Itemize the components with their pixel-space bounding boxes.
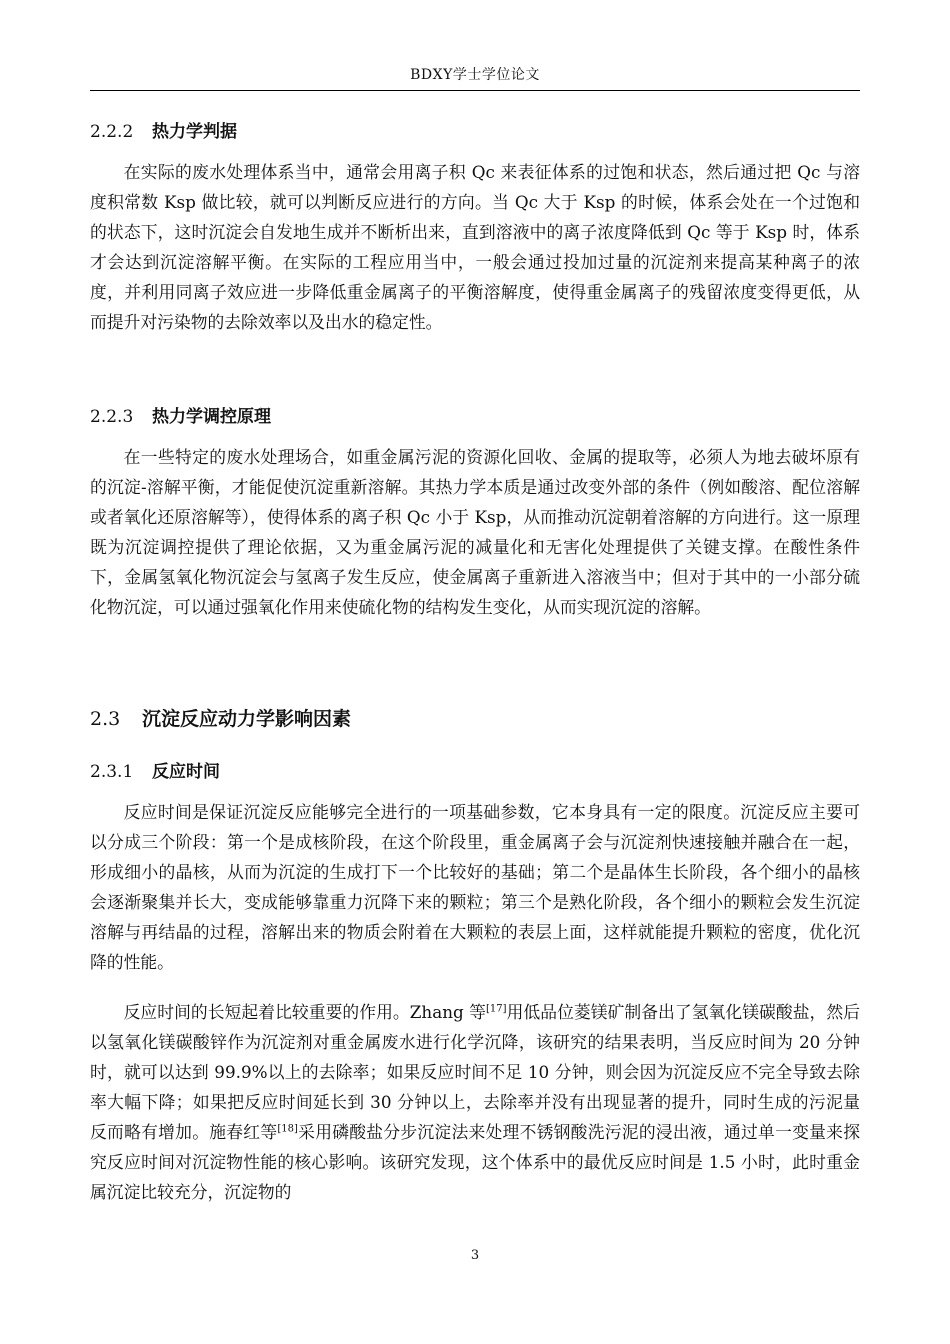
heading-title: 沉淀反应动力学影响因素: [142, 708, 352, 730]
heading-number: 2.2.3: [90, 407, 134, 427]
text-segment: 采用磷酸盐分步沉淀法来处理不锈钢酸洗污泥的浸出液，通过单一变量来探究反应时间对沉淀物性能的核心影响。该研究发现，这个体系中的最优反应时间是 1.5 小时，此时重金属沉淀比较充分，沉淀物的: [90, 1122, 860, 1202]
heading-title: 热力学调控原理: [152, 407, 271, 427]
paragraph-reaction-time-2: [90, 997, 860, 1207]
heading-number: 2.2.2: [90, 122, 134, 142]
citation-17: [17]: [485, 1003, 507, 1015]
document-page: [90, 0, 860, 1344]
paragraph-reaction-time-1: 反应时间是保证沉淀反应能够完全进行的一项基础参数，它本身具有一定的限度。沉淀反应主要可以分成三个阶段：第一个是成核阶段，在这个阶段里，重金属离子会与沉淀剂快速接触并融合在一起，形成细小的晶核，从而为沉淀的生成打下一个比较好的基础；第二个是晶体生长阶段，各个细小的晶核会逐渐聚集并长大，变成能够靠重力沉降下来的颗粒；第三个是熟化阶段，各个细小的颗粒会发生沉淀溶解与再结晶的过程，溶解出来的物质会附着在大颗粒的表层上面，这样就能提升颗粒的密度，优化沉降的性能。: [90, 802, 860, 972]
citation-18: [18]: [277, 1123, 298, 1135]
page-number: 3: [470, 1248, 480, 1263]
heading-2-3: [90, 706, 860, 732]
heading-number: 2.3: [90, 708, 121, 730]
heading-2-2-3: [90, 405, 860, 429]
text-segment: 用低品位菱镁矿制备出了氢氧化镁碳酸盐，然后以氢氧化镁碳酸锌作为沉淀剂对重金属废水进行化学沉降，该研究的结果表明，当反应时间为 20 分钟时，就可以达到 99.9%以上的去除率；如果反应时间不足 10 分钟，则会因为沉淀反应不完全导致去除率大幅下降；如果把反应时间延长到 30 分钟以上，去除率并没有出现显著的提升，同时生成的污泥量反而略有增加。施春红等: [90, 1002, 860, 1142]
heading-2-3-1: [90, 760, 860, 784]
heading-2-2-2: [90, 120, 860, 144]
text-segment: 反应时间的长短起着比较重要的作用。Zhang 等: [123, 1002, 486, 1022]
header-rule: [90, 90, 860, 91]
paragraph-thermo-regulation: 在一些特定的废水处理场合，如重金属污泥的资源化回收、金属的提取等，必须人为地去破坏原有的沉淀-溶解平衡，才能促使沉淀重新溶解。其热力学本质是通过改变外部的条件（例如酸溶、配位溶解或者氧化还原溶解等），使得体系的离子积 Qc 小于 Ksp，从而推动沉淀朝着溶解的方向进行。这一原理既为沉淀调控提供了理论依据，又为重金属污泥的减量化和无害化处理提供了关键支撑。在酸性条件下，金属氢氧化物沉淀会与氢离子发生反应，使金属离子重新进入溶液当中；但对于其中的一小部分硫化物沉淀，可以通过强氧化作用来使硫化物的结构发生变化，从而实现沉淀的溶解。: [90, 447, 860, 617]
paragraph-thermo-criteria: 在实际的废水处理体系当中，通常会用离子积 Qc 来表征体系的过饱和状态，然后通过把 Qc 与溶度积常数 Ksp 做比较，就可以判断反应进行的方向。当 Qc 大于 Ksp 的时候，体系会处在一个过饱和的状态下，这时沉淀会自发地生成并不断析出来，直到溶液中的离子浓度降低到 Qc 等于 Ksp 时，体系才会达到沉淀溶解平衡。在实际的工程应用当中，一般会通过投加过量的沉淀剂来提高某种离子的浓度，并利用同离子效应进一步降低重金属离子的平衡溶解度，使得重金属离子的残留浓度变得更低，从而提升对污染物的去除效率以及出水的稳定性。: [90, 162, 860, 332]
heading-title: 热力学判据: [152, 122, 237, 142]
heading-number: 2.3.1: [90, 762, 134, 782]
heading-title: 反应时间: [152, 762, 220, 782]
running-header: BDXY学士学位论文: [410, 67, 540, 83]
